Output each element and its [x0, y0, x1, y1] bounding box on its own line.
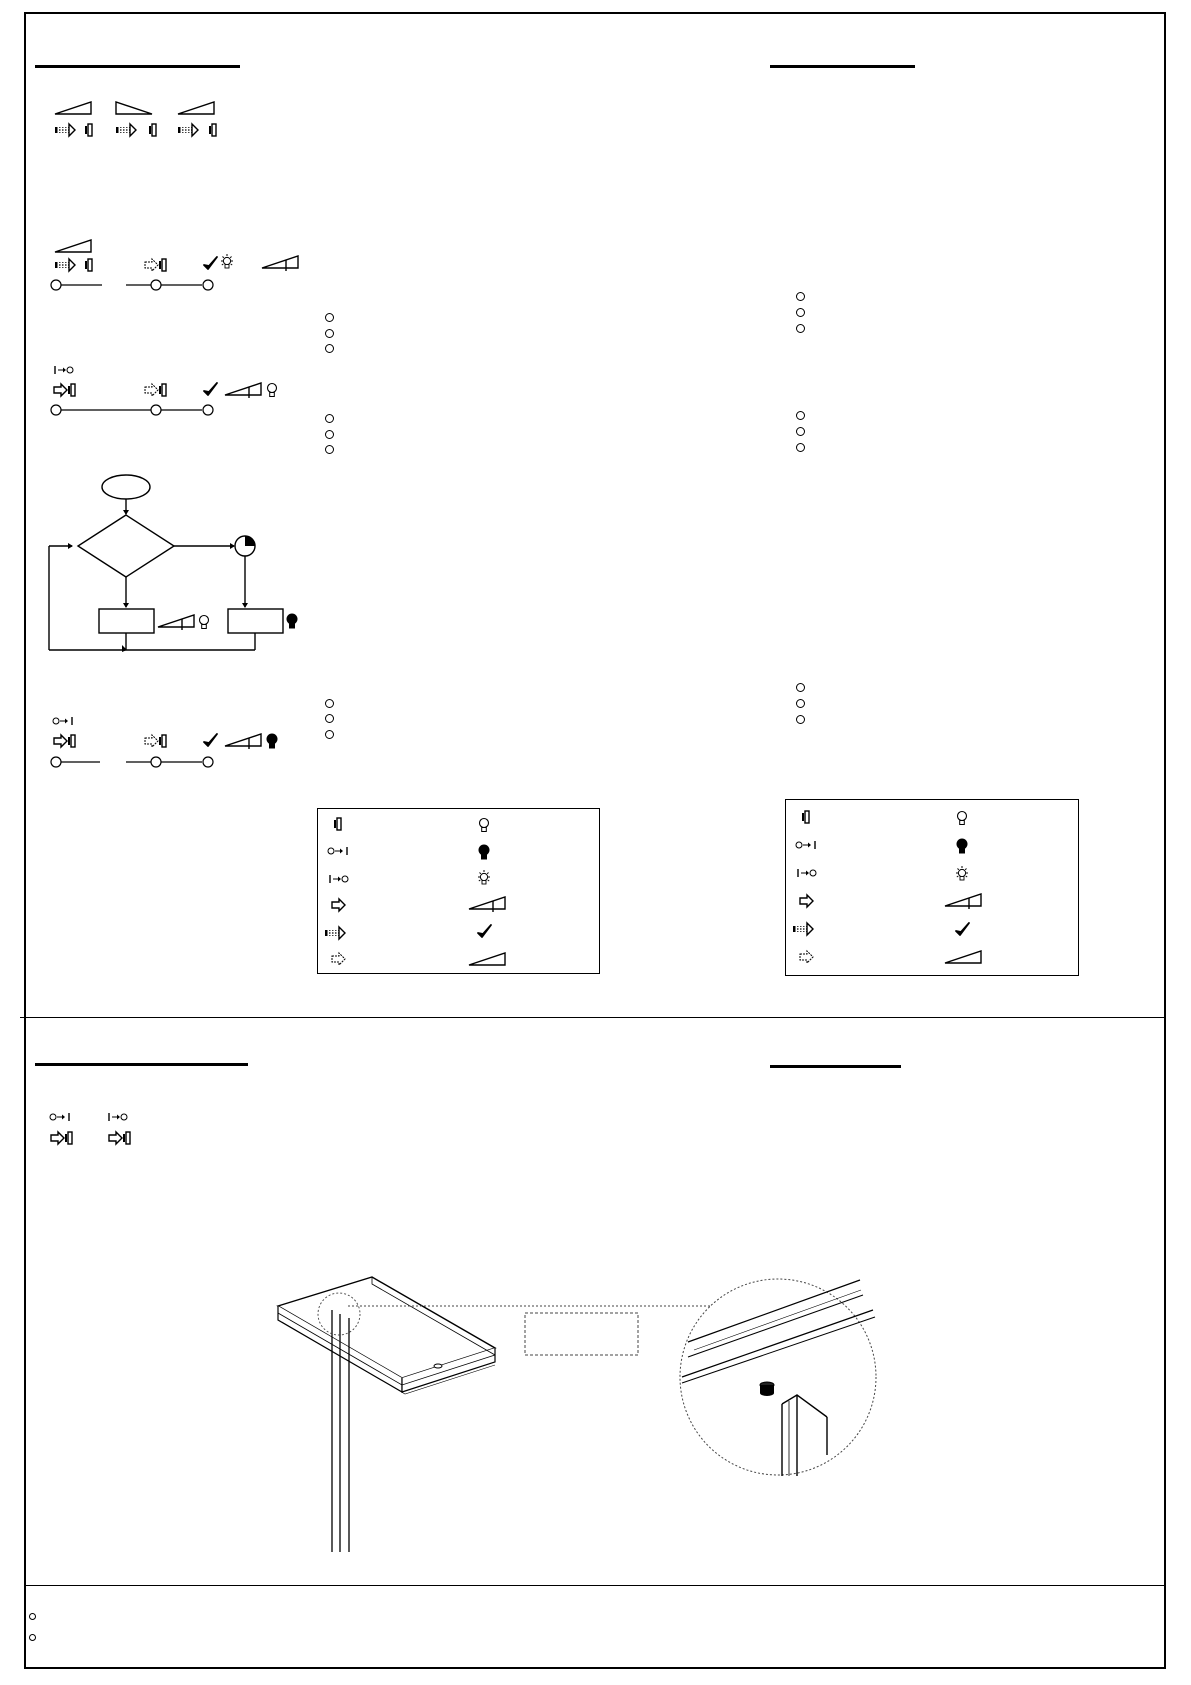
- switch-off-icon: [108, 1113, 130, 1122]
- sequence-3-timeline: [50, 755, 220, 769]
- bulb-off-icon: [956, 811, 968, 825]
- check-icon: [204, 734, 218, 748]
- switch-off-icon: [797, 869, 819, 878]
- dim-set-icon: [945, 894, 983, 910]
- check-icon: [956, 923, 970, 937]
- sensor-icon: [124, 1132, 132, 1145]
- bulb-on-icon: [287, 614, 298, 629]
- check-icon: [204, 383, 218, 397]
- sequence-1-timeline: [50, 278, 220, 292]
- separator-footer: [24, 1585, 1166, 1586]
- push-long-icon: [793, 923, 815, 936]
- callout-label-box: [525, 1313, 638, 1355]
- push-short-icon: [51, 1132, 65, 1145]
- dim-set-icon: [158, 615, 194, 630]
- sensor-icon: [210, 124, 218, 137]
- sensor-icon: [69, 735, 77, 748]
- push-long-icon: [116, 124, 138, 137]
- push-release-icon: [800, 951, 814, 964]
- flowchart-box-left: [99, 609, 154, 633]
- push-long-icon: [325, 927, 347, 940]
- symbol-legend-right: [785, 799, 1079, 976]
- control-flowchart: [48, 472, 308, 657]
- push-release-icon: [145, 384, 159, 397]
- flowchart-start: [102, 475, 150, 499]
- sensor-icon: [335, 818, 343, 831]
- check-icon: [204, 257, 218, 271]
- dim-set-icon: [225, 383, 263, 399]
- sensor-icon: [160, 384, 168, 397]
- dim-up-icon: [945, 951, 983, 965]
- symbol-legend-left: [317, 808, 600, 974]
- push-release-icon: [145, 259, 159, 272]
- push-release-icon: [145, 735, 159, 748]
- dim-set-icon: [225, 734, 263, 750]
- dim-set-icon: [262, 256, 300, 272]
- bulb-on-icon: [956, 839, 968, 854]
- sensor-icon: [803, 811, 811, 824]
- bulb-off-icon: [478, 818, 490, 832]
- section-bottom-right-heading: [770, 1065, 901, 1068]
- flowchart-decision: [78, 515, 174, 577]
- section-bottom-left-heading: [35, 1063, 248, 1066]
- dim-set-icon: [469, 897, 507, 913]
- dim-up-icon: [55, 240, 93, 254]
- push-short-icon: [800, 895, 814, 908]
- switch-on-icon: [50, 1113, 72, 1122]
- timer-icon: [235, 536, 255, 556]
- sensor-icon: [86, 259, 94, 272]
- bulb-off-icon: [200, 616, 209, 629]
- bulb-on-icon: [266, 734, 278, 749]
- dim-up-icon: [469, 953, 507, 967]
- detail-zoom-circle: [680, 1279, 876, 1475]
- sensor-icon: [66, 1132, 74, 1145]
- check-icon: [478, 925, 492, 939]
- switch-on-icon: [53, 717, 75, 726]
- bulb-off-icon: [266, 383, 278, 397]
- push-short-icon: [109, 1132, 123, 1145]
- bulb-bright-icon: [220, 254, 235, 269]
- dim-down-icon: [116, 102, 154, 116]
- sequence-2-timeline: [50, 403, 220, 417]
- bulb-bright-icon: [955, 866, 970, 881]
- push-short-icon: [54, 735, 68, 748]
- flowchart-box-right: [228, 609, 283, 633]
- switch-off-icon: [329, 875, 351, 884]
- bulb-on-icon: [478, 845, 490, 860]
- floor-lamp-illustration: [270, 1270, 900, 1555]
- dim-up-icon: [178, 102, 216, 116]
- switch-on-icon: [796, 841, 818, 850]
- separator-middle: [20, 1017, 1165, 1018]
- push-short-icon: [332, 899, 346, 912]
- sensor-icon: [150, 124, 158, 137]
- switch-off-icon: [54, 366, 76, 375]
- push-long-icon: [55, 259, 77, 272]
- section-top-right-heading: [770, 65, 915, 68]
- switch-on-icon: [328, 847, 350, 856]
- sensor-icon: [69, 384, 77, 397]
- dim-up-icon: [55, 102, 93, 116]
- bulb-bright-icon: [477, 870, 492, 885]
- section-top-left-heading: [35, 65, 240, 68]
- sensor-icon: [160, 735, 168, 748]
- sensor-icon: [160, 259, 168, 272]
- push-short-icon: [54, 384, 68, 397]
- push-long-icon: [55, 124, 77, 137]
- sensor-icon: [86, 124, 94, 137]
- push-long-icon: [178, 124, 200, 137]
- push-release-icon: [332, 953, 346, 966]
